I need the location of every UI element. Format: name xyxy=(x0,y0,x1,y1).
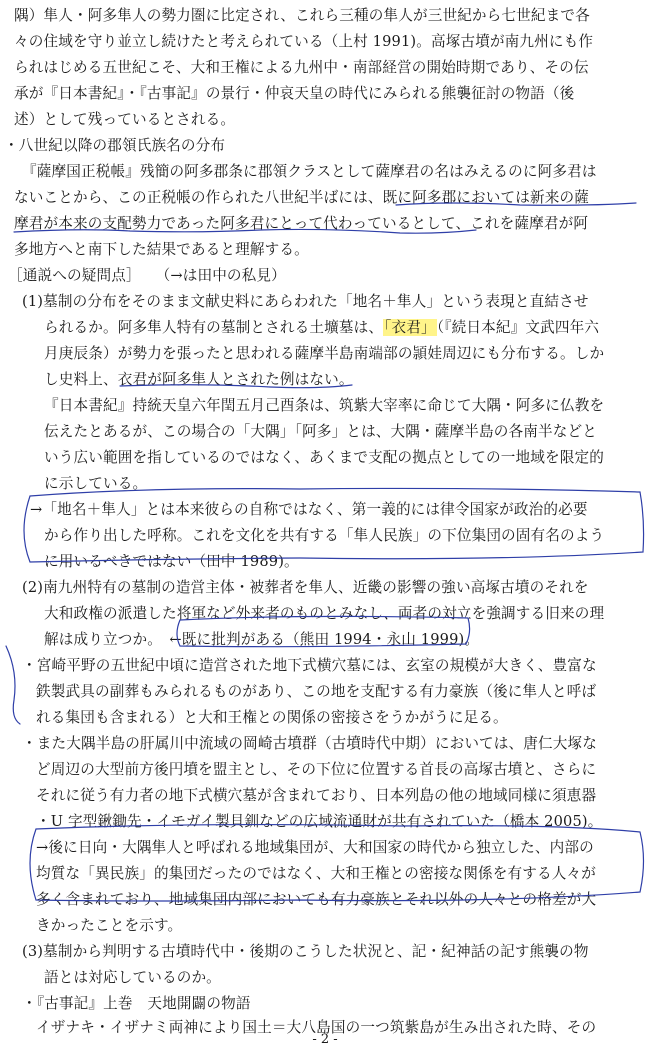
section-heading: ・八世紀以降の郡領氏族名の分布 xyxy=(4,137,226,154)
margin-mark-stroke xyxy=(6,646,20,724)
text-line: ・宮崎平野の五世紀中頃に造営された地下式横穴墓には、玄室の規模が大きく、豊富な xyxy=(22,657,597,674)
text-line: イザナキ・イザナミ両神により国土＝大八島国の一つ筑紫島が生み出された時、その xyxy=(36,1019,597,1036)
text-line: (2)南九州特有の墓制の造営主体・被葬者を隼人、近畿の影響の強い高塚古墳のそれを xyxy=(22,579,589,596)
text-line: れる集団も含まれる）と大和王権との関係の密接さをうかがうに足る。 xyxy=(36,709,508,726)
text-line: きかったことを示す。 xyxy=(36,917,183,934)
text-line: に用いるべきではない（田中 1989)。 xyxy=(44,553,299,570)
text-line: →後に日向・大隅隼人と呼ばれる地域集団が、大和国家の時代から独立した、内部の xyxy=(36,839,594,856)
text-line: 々の住域を守り並立し続けたと考えられている（上村 1991)。高塚古墳が南九州にも作 xyxy=(14,33,594,50)
text-line: →「地名＋隼人」とは本来彼らの自称ではなく、第一義的には律令国家が政治的必要 xyxy=(30,501,588,518)
text-line: 解は成り立つか。 ←既に批判がある（熊田 1994・永山 1999)。 xyxy=(44,631,480,648)
section-heading: ・『古事記』上巻 天地開闢の物語 xyxy=(22,995,251,1012)
text-line: ・また大隅半島の肝属川中流域の岡崎古墳群（古墳時代中期）においては、唐仁大塚な xyxy=(22,735,598,752)
text-line: られはじめる五世紀こそ、大和王権による九州中・南部経営の開始時期であり、その伝 xyxy=(14,59,589,76)
text-line xyxy=(44,316,599,340)
text-line: 述）として残っているとされる。 xyxy=(14,111,236,128)
text-line: (1)墓制の分布をそのまま文献史料にあらわれた「地名＋隼人」という表現と直結させ xyxy=(22,293,589,310)
text-line: ・U 字型鍬鋤先・イモガイ製貝釧などの広域流通財が共有されていた（橋本 2005)。 xyxy=(36,813,603,830)
text-line: (3)墓制から判明する古墳時代中・後期のこうした状況と、記・紀神話の記す熊襲の物 xyxy=(22,943,589,960)
highlighted-term: 「衣君」 xyxy=(384,319,436,336)
text-line: 語とは対応しているのか。 xyxy=(44,969,221,986)
text-line: 隅）隼人・阿多隼人の勢力圏に比定され、これら三種の隼人が三世紀から七世紀まで各 xyxy=(14,7,590,24)
text-segment: られるか。阿多隼人特有の墓制とされる土壙墓は、 xyxy=(44,319,384,336)
text-line: 大和政権の派遣した将軍など外来者のものとみなし、両者の対立を強調する旧来の理 xyxy=(44,605,605,622)
text-line: 多く含まれており、地域集団内部においても有力豪族とそれ以外の人々との格差が大 xyxy=(36,891,597,908)
text-line: いう広い範囲を指しているのではなく、あくまで支配の拠点としての一地域を限定的 xyxy=(44,449,604,466)
text-line: 鉄製武具の副葬もみられるものがあり、この地を支配する有力豪族（後に隼人と呼ば xyxy=(36,683,597,700)
text-line: それに従う有力者の地下式横穴墓が含まれており、日本列島の他の地域同様に須恵器 xyxy=(36,787,597,804)
text-line: 『日本書紀』持統天皇六年閏五月己酉条は、筑紫大宰率に命じて大隅・阿多に仏教を xyxy=(44,397,605,414)
text-line: 月庚辰条）が勢力を張ったと思われる薩摩半島南端部の頴娃周辺にも分布する。しか xyxy=(44,345,605,362)
section-heading: ［通説への疑問点］ （→は田中の私見） xyxy=(8,267,286,284)
text-line: 『薩摩国正税帳』残簡の阿多郡条に郡領クラスとして薩摩君の名はみえるのに阿多君は xyxy=(22,163,597,180)
text-line: 摩君が本来の支配勢力であった阿多君にとって代わっているとして、これを薩摩君が阿 xyxy=(14,215,589,232)
text-line: し史料上、衣君が阿多隼人とされた例はない。 xyxy=(44,371,354,388)
page-number: - 2 - xyxy=(312,1032,338,1047)
text-segment: （『続日本紀』文武四年六 xyxy=(436,319,600,336)
text-line: 伝えたとあるが、この場合の「大隅」「阿多」とは、大隅・薩摩半島の各南半などと xyxy=(44,423,597,440)
text-line: 均質な「異民族」的集団だったのではなく、大和王権との密接な関係を有する人々が xyxy=(36,865,596,882)
text-line: 多地方へと南下した結果であると理解する。 xyxy=(14,241,309,258)
text-line: 承が『日本書紀』・『古事記』の景行・仲哀天皇の時代にみられる熊襲征討の物語（後 xyxy=(14,85,575,102)
text-line: に示している。 xyxy=(44,475,148,492)
text-line: ど周辺の大型前方後円墳を盟主とし、その下位に位置する首長の高塚古墳と、さらに xyxy=(36,761,597,778)
text-line: から作り出した呼称。これを文化を共有する「隼人民族」の下位集団の固有名のよう xyxy=(44,527,605,544)
text-line: ないことから、この正税帳の作られた八世紀半ばには、既に阿多郡においては新来の薩 xyxy=(14,189,590,206)
